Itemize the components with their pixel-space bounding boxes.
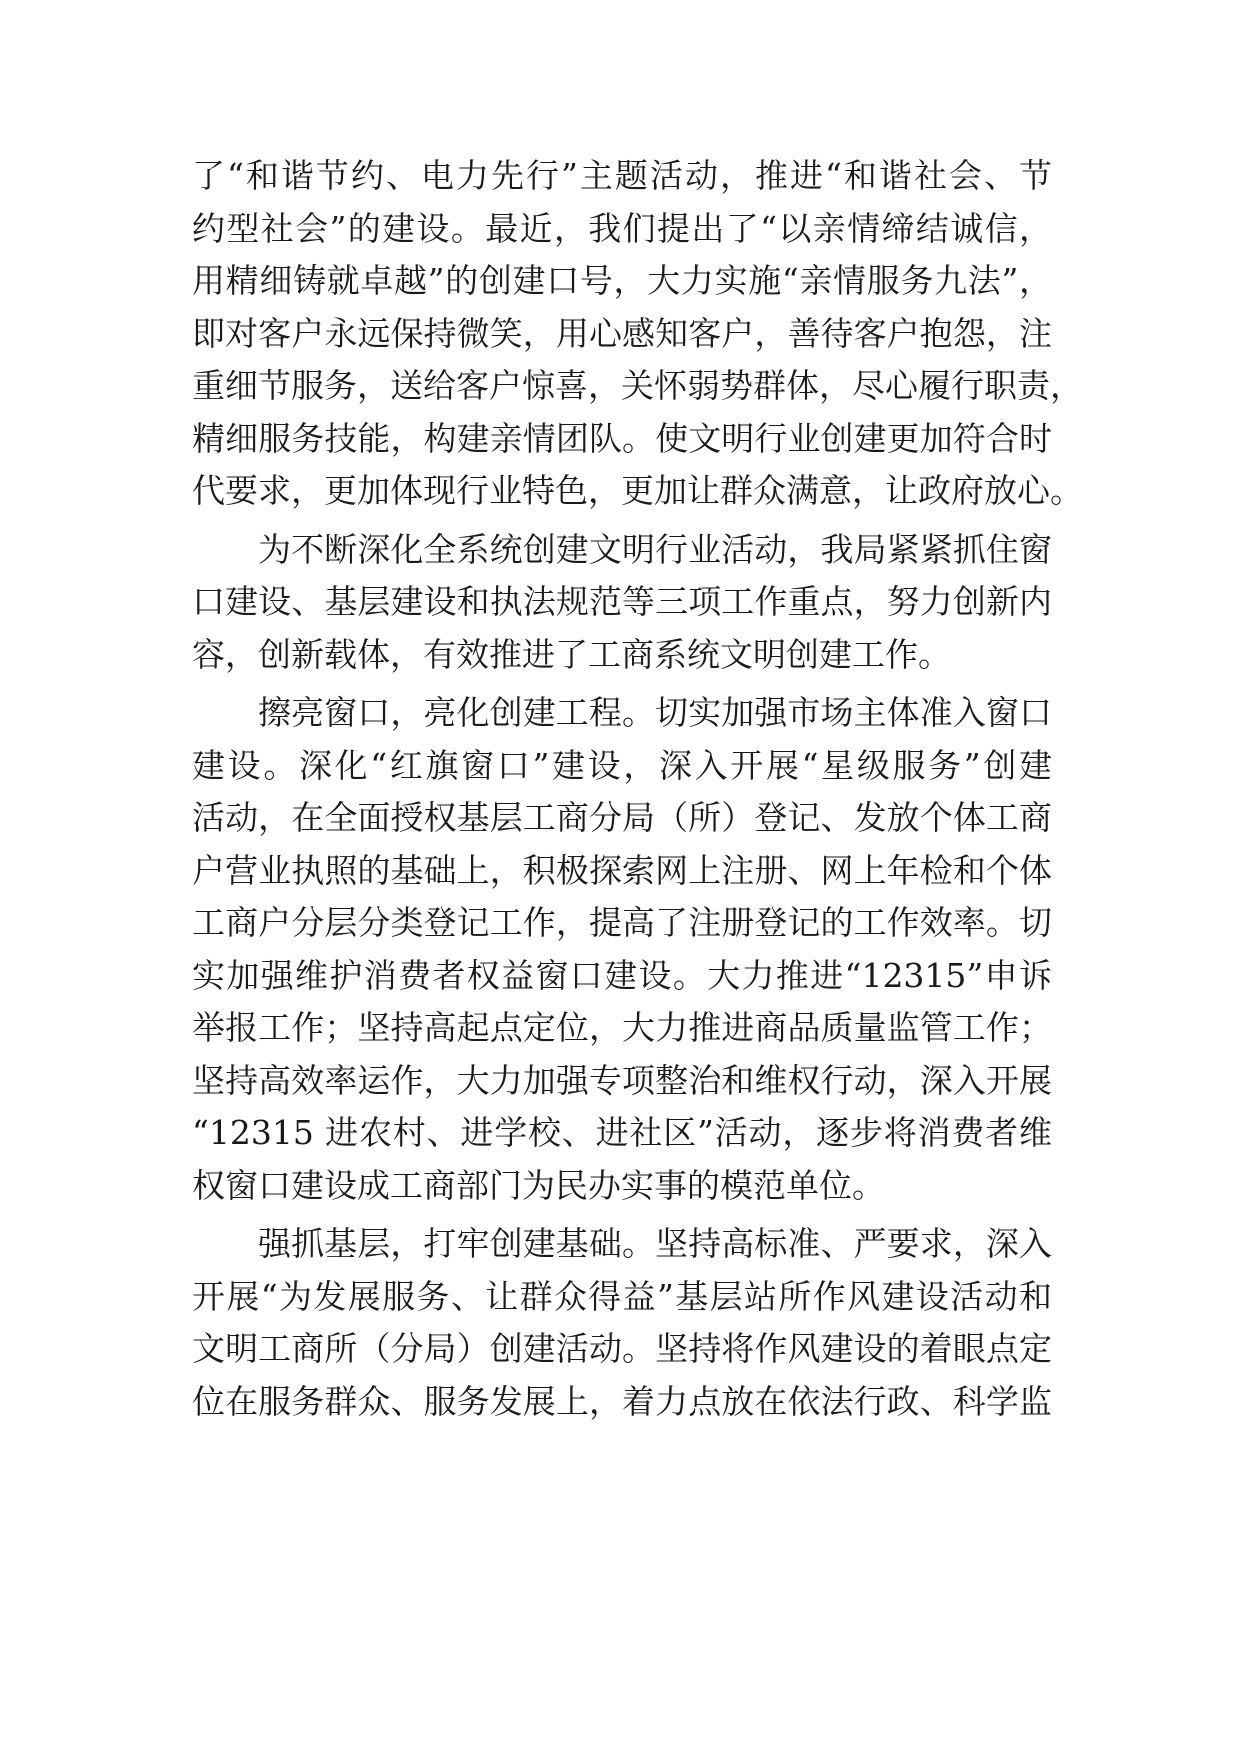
text-line: 强抓基层，打牢创建基础。坚持高标准、严要求，深入 [258,1224,1052,1263]
text-line: 用精细铸就卓越”的创建口号，大力实施“亲情服务九法”， [192,261,1052,300]
text-line: 口建设、基层建设和执法规范等三项工作重点，努力创新内 [192,582,1052,621]
text-line: 约型社会”的建设。最近，我们提出了“以亲情缔结诚信， [192,208,1052,248]
text-line: 工商户分层分类登记工作，提高了注册登记的工作效率。切 [192,903,1052,942]
paragraph [192,1218,1052,1428]
text-line: “12315 进农村、进学校、进社区”活动，逐步将消费者维 [192,1113,1052,1152]
text-line: 实加强维护消费者权益窗口建设。大力推进“12315”申诉 [192,955,1052,995]
paragraph [192,524,1052,682]
text-line: 坚持高效率运作，大力加强专项整治和维权行动，深入开展 [192,1060,1052,1100]
paragraph [192,687,1052,1212]
text-line: 开展“为发展服务、让群众得益”基层站所作风建设活动和 [192,1276,1052,1316]
paragraph [192,150,1083,518]
text-line: 了“和谐节约、电力先行”主题活动，推进“和谐社会、节 [192,156,1052,195]
text-line: 建设。深化“红旗窗口”建设，深入开展“星级服务”创建 [192,745,1052,785]
text-line: 举报工作；坚持高起点定位，大力推进商品质量监管工作； [192,1008,1052,1047]
text-line: 重细节服务，送给客户惊喜，关怀弱势群体，尽心履行职责， [192,366,1083,405]
text-line: 文明工商所（分局）创建活动。坚持将作风建设的着眼点定 [192,1329,1052,1368]
text-line: 户营业执照的基础上，积极探索网上注册、网上年检和个体 [192,850,1052,890]
text-line: 代要求，更加体现行业特色，更加让群众满意，让政府放心。 [192,471,1083,510]
text-line: 容，创新载体，有效推进了工商系统文明创建工作。 [192,634,951,674]
document-body [192,150,1083,1428]
text-line: 位在服务群众、服务发展上，着力点放在依法行政、科学监 [192,1381,1052,1421]
text-line: 擦亮窗口，亮化创建工程。切实加强市场主体准入窗口 [258,693,1052,732]
text-line: 精细服务技能，构建亲情团队。使文明行业创建更加符合时 [192,418,1052,458]
text-line: 活动，在全面授权基层工商分局（所）登记、发放个体工商 [192,798,1052,837]
text-line: 为不断深化全系统创建文明行业活动，我局紧紧抓住窗 [258,529,1052,569]
text-line: 即对客户永远保持微笑，用心感知客户，善待客户抱怨，注 [192,313,1052,353]
text-line: 权窗口建设成工商部门为民办实事的模范单位。 [192,1165,885,1205]
